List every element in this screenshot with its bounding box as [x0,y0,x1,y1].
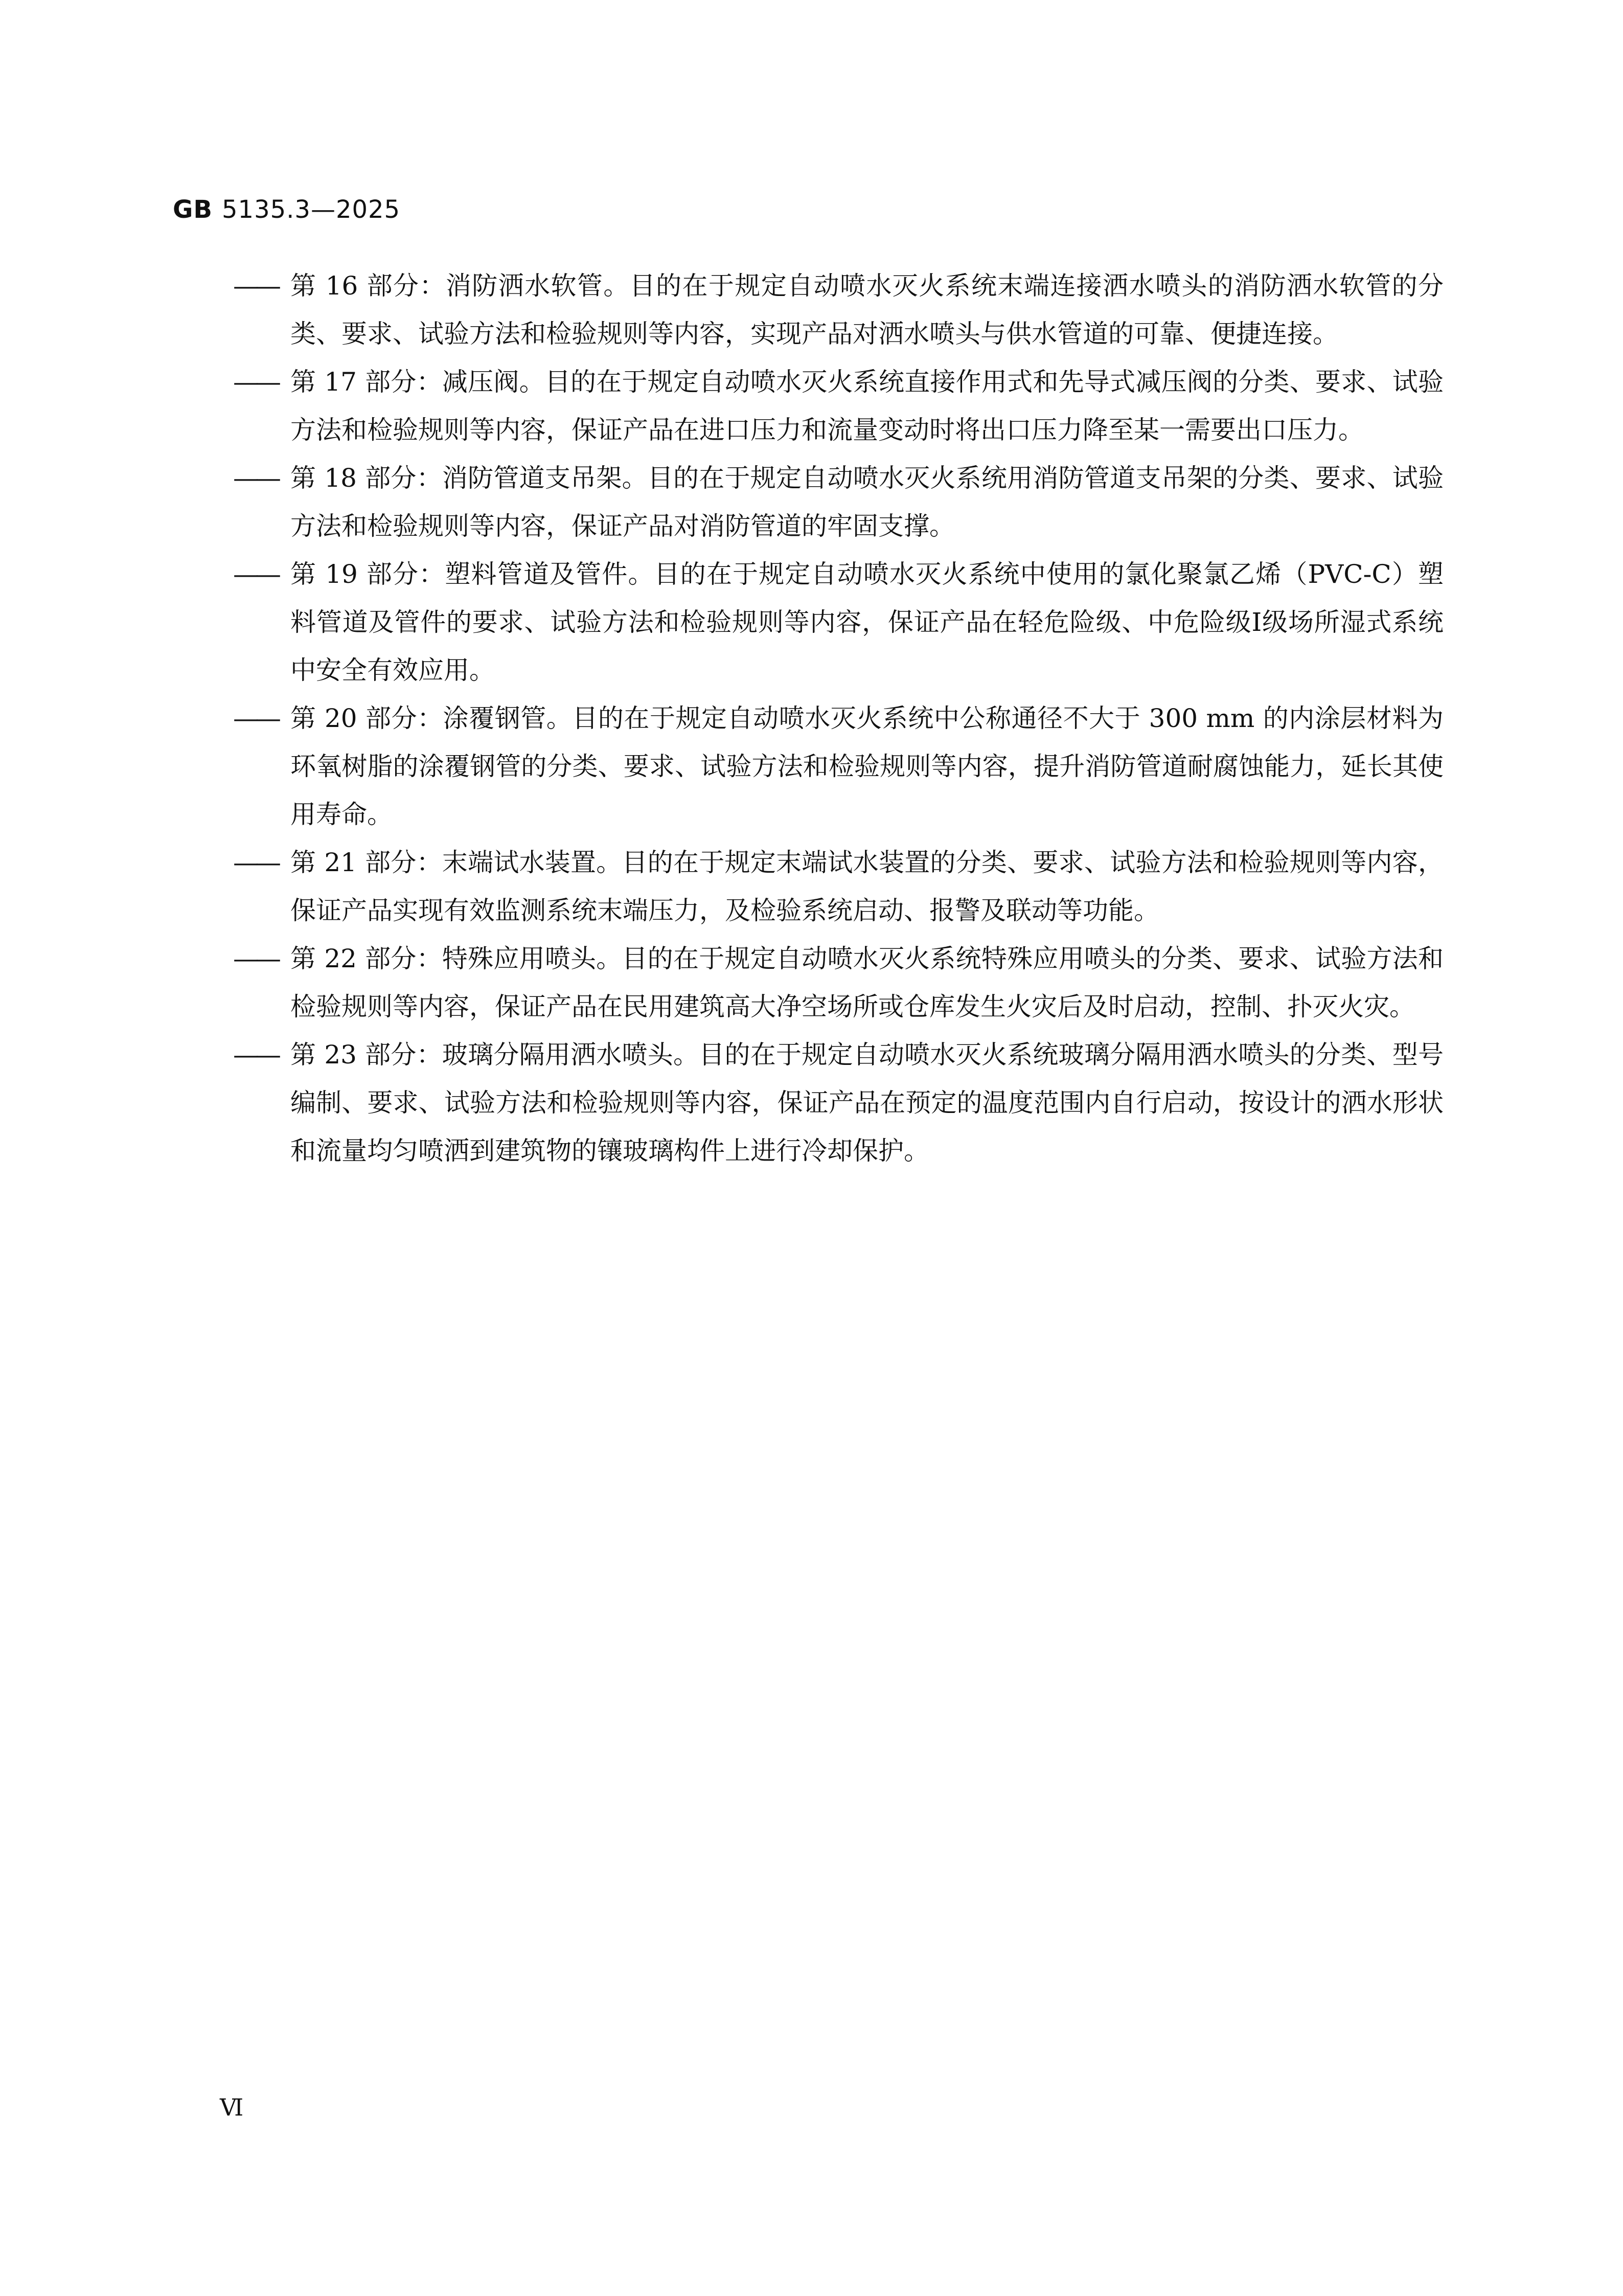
list-item-part-19 [233,550,1444,694]
standard-prefix: GB [173,195,213,224]
part-list [233,262,1444,1175]
list-item-text: 第 21 部分：末端试水装置。目的在于规定末端试水装置的分类、要求、试验方法和检验规则等内容，保证产品实现有效监测系统末端压力，及检验系统启动、报警及联动等功能。 [290,848,1444,925]
list-item-text: 第 17 部分：减压阀。目的在于规定自动喷水灭火系统直接作用式和先导式减压阀的分类、要求、试验方法和检验规则等内容，保证产品在进口压力和流量变动时将出口压力降至某一需要出口压力。 [290,367,1444,445]
list-item-text: 第 23 部分：玻璃分隔用洒水喷头。目的在于规定自动喷水灭火系统玻璃分隔用洒水喷头的分类、型号编制、要求、试验方法和检验规则等内容，保证产品在预定的温度范围内自行启动，按设计的洒水形状和流量均匀喷洒到建筑物的镶玻璃构件上进行冷却保护。 [290,1040,1444,1166]
list-dash: —— [233,703,278,733]
list-item-text: 第 19 部分：塑料管道及管件。目的在于规定自动喷水灭火系统中使用的氯化聚氯乙烯（PVC-C）塑料管道及管件的要求、试验方法和检验规则等内容，保证产品在轻危险级、中危险级Ⅰ级场所湿式系统中安全有效应用。 [290,559,1444,685]
page-number: Ⅵ [220,2094,244,2121]
list-item-part-16 [233,262,1444,358]
list-dash: —— [233,848,278,877]
standard-number: 5135.3—2025 [221,195,401,224]
list-item-text: 第 16 部分：消防洒水软管。目的在于规定自动喷水灭火系统末端连接洒水喷头的消防洒水软管的分类、要求、试验方法和检验规则等内容，实现产品对洒水喷头与供水管道的可靠、便捷连接。 [290,271,1444,349]
list-item-part-21 [233,838,1444,935]
list-dash: —— [233,463,278,493]
list-dash: —— [233,1040,278,1070]
list-item-text: 第 20 部分：涂覆钢管。目的在于规定自动喷水灭火系统中公称通径不大于 300 mm 的内涂层材料为环氧树脂的涂覆钢管的分类、要求、试验方法和检验规则等内容，提升消防管道耐腐蚀能力，延长其使用寿命。 [290,703,1444,829]
list-item-text: 第 18 部分：消防管道支吊架。目的在于规定自动喷水灭火系统用消防管道支吊架的分类、要求、试验方法和检验规则等内容，保证产品对消防管道的牢固支撑。 [290,463,1444,541]
list-dash: —— [233,367,278,397]
list-item-part-18 [233,454,1444,550]
list-item-text: 第 22 部分：特殊应用喷头。目的在于规定自动喷水灭火系统特殊应用喷头的分类、要求、试验方法和检验规则等内容，保证产品在民用建筑高大净空场所或仓库发生火灾后及时启动，控制、扑灭火灾。 [290,944,1444,1021]
list-item-part-22 [233,935,1444,1031]
list-item-part-20 [233,694,1444,838]
document-header [173,195,400,224]
list-dash: —— [233,559,278,589]
list-item-part-17 [233,358,1444,454]
list-item-part-23 [233,1031,1444,1175]
list-dash: —— [233,944,278,973]
list-dash: —— [233,271,278,301]
